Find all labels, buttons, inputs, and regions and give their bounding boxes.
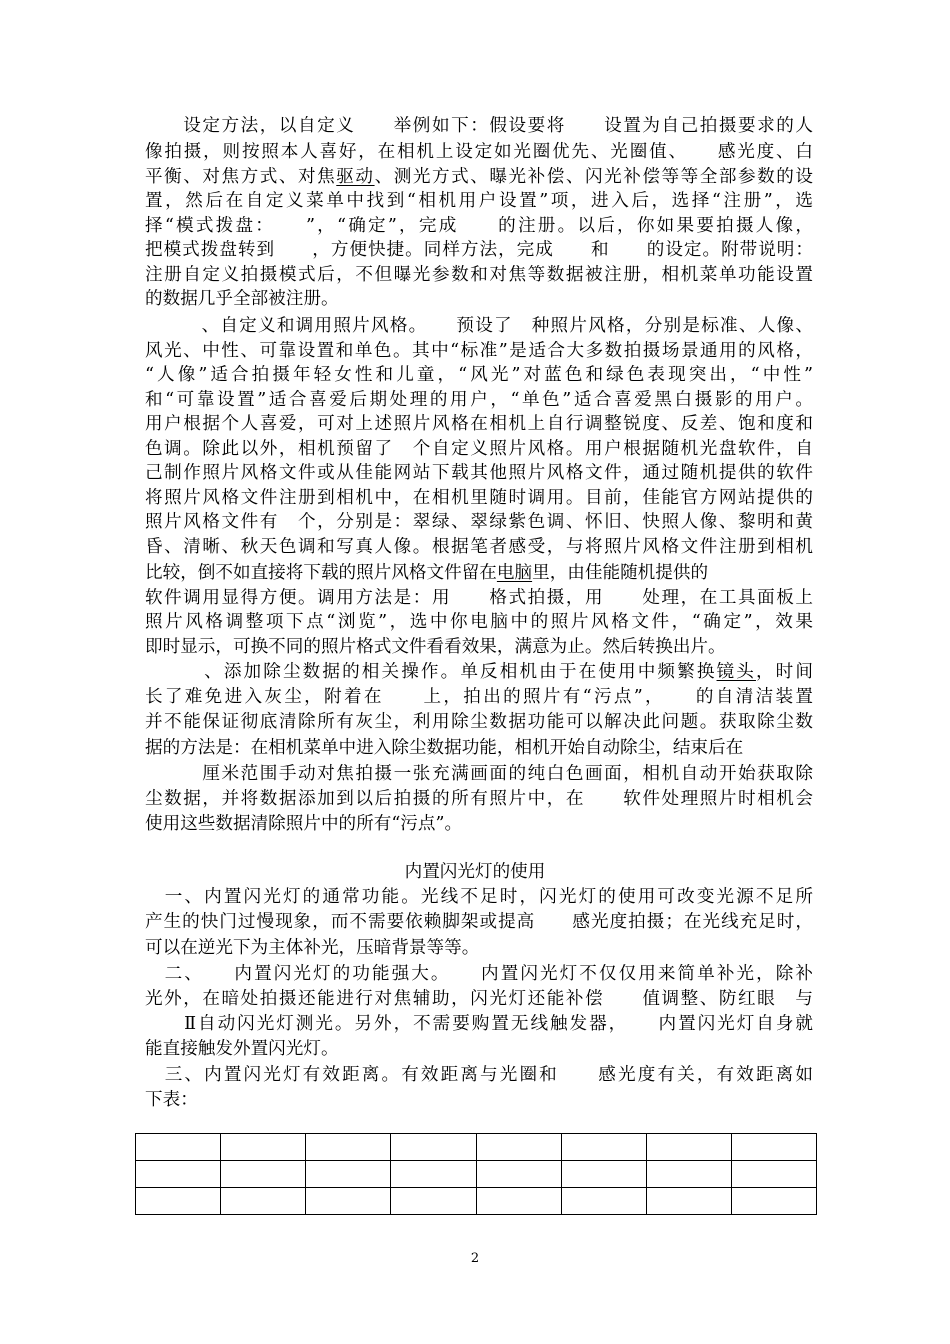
text-line — [145, 165, 813, 189]
table-cell — [221, 1161, 306, 1188]
text-line: 并不能保证彻底清除所有灰尘，利用除尘数据功能可以解决此问题。获取除尘数 — [145, 712, 813, 732]
text-fragment: 、添加除尘数据的相关操作。单反相机由于在使用中频繁换 — [145, 662, 717, 682]
table-cell — [221, 1188, 306, 1215]
table-cell — [306, 1134, 391, 1161]
text-line: 软件调用显得方便。调用方法是：用 格式拍摄，用 处理，在工具面板上 — [145, 588, 813, 608]
table-cell — [731, 1161, 816, 1188]
table-row — [136, 1188, 817, 1215]
table-cell — [221, 1134, 306, 1161]
table-cell — [646, 1161, 731, 1188]
text-line: 用户根据个人喜爱，可对上述照片风格在相机上自行调整锐度、反差、饱和度和 — [145, 414, 813, 434]
text-line: 使用这些数据清除照片中的所有“污点”。 — [145, 814, 463, 834]
text-line: 己制作照片风格文件或从佳能网站下载其他照片风格文件，通过随机提供的软件 — [145, 463, 813, 483]
text-line: 像拍摄，则按照本人喜好，在相机上设定如光圈优先、光圈值、 感光度、白 — [145, 142, 813, 162]
text-line: 可以在逆光下为主体补光，压暗背景等等。 — [145, 938, 480, 958]
text-line: 注册自定义拍摄模式后，不但曝光参数和对焦等数据被注册，相机菜单功能设置 — [145, 265, 813, 285]
text-line: 置，然后在自定义菜单中找到“相机用户设置”项，进入后，选择“注册”，选 — [145, 191, 813, 211]
distance-table — [135, 1133, 817, 1215]
underlined-word: 镜头 — [716, 662, 756, 682]
table-cell — [561, 1161, 646, 1188]
text-line: 一、内置闪光灯的通常功能。光线不足时，闪光灯的使用可改变光源不足所 — [145, 887, 813, 907]
table-cell — [561, 1188, 646, 1215]
text-line: 设定方法，以自定义 举例如下：假设要将 设置为自己拍摄要求的人 — [145, 116, 813, 136]
table-row — [136, 1161, 817, 1188]
text-fragment: 里，由佳能随机提供的 — [532, 563, 709, 583]
text-line — [145, 561, 813, 585]
table-cell — [561, 1134, 646, 1161]
text-line: 昏、清晰、秋天色调和写真人像。根据笔者感受，与将照片风格文件注册到相机 — [145, 537, 813, 557]
table-cell — [306, 1161, 391, 1188]
text-line: 将照片风格文件注册到相机中，在相机里随时调用。目前，佳能官方网站提供的 — [145, 488, 813, 508]
text-line: 把模式拨盘转到 ，方便快捷。同样方法，完成 和 的设定。附带说明： — [145, 240, 813, 260]
text-line: 择“模式拨盘： ”，“确定”，完成 的注册。以后，你如果要拍摄人像， — [145, 216, 813, 236]
page-number: 2 — [470, 1251, 480, 1266]
table-row — [136, 1134, 817, 1161]
text-line: 即时显示，可换不同的照片格式文件看看效果，满意为止。然后转换出片。 — [145, 637, 726, 657]
table-cell — [731, 1134, 816, 1161]
text-line: 尘数据，并将数据添加到以后拍摄的所有照片中，在 软件处理照片时相机会 — [145, 789, 813, 809]
table-cell — [136, 1188, 221, 1215]
text-fragment: ，时间 — [755, 662, 813, 682]
table-cell — [646, 1134, 731, 1161]
text-line: 三、内置闪光灯有效距离。有效距离与光圈和 感光度有关，有效距离如 — [145, 1065, 813, 1085]
text-line: 产生的快门过慢现象，而不需要依赖脚架或提高 感光度拍摄；在光线充足时， — [145, 912, 813, 932]
text-line: 照片风格文件有 个，分别是：翠绿、翠绿紫色调、怀旧、快照人像、黎明和黄 — [145, 512, 813, 532]
table-cell — [391, 1188, 476, 1215]
text-fragment: 比较，倒不如直接将下载的照片风格文件留在 — [145, 563, 497, 583]
text-line: 厘米范围手动对焦拍摄一张充满画面的纯白色画面，相机自动开始获取除 — [145, 764, 813, 784]
table-cell — [476, 1161, 561, 1188]
underlined-word: 电脑 — [496, 563, 533, 583]
text-line: Ⅱ自动闪光灯测光。另外，不需要购置无线触发器， 内置闪光灯自身就 — [145, 1014, 813, 1034]
text-line: 光外，在暗处拍摄还能进行对焦辅助，闪光灯还能补偿 值调整、防红眼 与 — [145, 989, 813, 1009]
text-line: 、自定义和调用照片风格。 预设了 种照片风格，分别是标准、人像、 — [145, 316, 813, 336]
text-line: 能直接触发外置闪光灯。 — [145, 1039, 339, 1059]
text-line: 色调。除此以外，相机预留了 个自定义照片风格。用户根据随机光盘软件，自 — [145, 439, 813, 459]
table-cell — [391, 1161, 476, 1188]
text-line: “人像”适合拍摄年轻女性和儿童，“风光”对蓝色和绿色表现突出，“中性” — [145, 365, 813, 385]
table-cell — [136, 1161, 221, 1188]
text-line: 照片风格调整项下点“浏览”，选中你电脑中的照片风格文件，“确定”，效果 — [145, 612, 813, 632]
text-line: 风光、中性、可靠设置和单色。其中“标准”是适合大多数拍摄场景通用的风格， — [145, 341, 813, 361]
text-line: 长了难免进入灰尘，附着在 上，拍出的照片有“污点”， 的自清洁装置 — [145, 687, 813, 707]
table-cell — [646, 1188, 731, 1215]
text-line: 和“可靠设置”适合喜爱后期处理的用户，“单色”适合喜爱黑白摄影的用户。 — [145, 390, 813, 410]
section-heading: 内置闪光灯的使用 — [404, 862, 546, 882]
text-line — [145, 660, 813, 684]
text-line: 二、 内置闪光灯的功能强大。 内置闪光灯不仅仅用来简单补光，除补 — [145, 964, 813, 984]
text-fragment: 平衡、对焦方式、对焦 — [145, 167, 337, 187]
text-line: 的数据几乎全部被注册。 — [145, 289, 339, 309]
table-cell — [391, 1134, 476, 1161]
table-cell — [731, 1188, 816, 1215]
table-cell — [306, 1188, 391, 1215]
table-cell — [136, 1134, 221, 1161]
table-cell — [476, 1188, 561, 1215]
underlined-word: 驱动 — [336, 167, 375, 187]
text-line: 据的方法是：在相机菜单中进入除尘数据功能，相机开始自动除尘，结束后在 — [145, 738, 744, 758]
table-cell — [476, 1134, 561, 1161]
text-line: 下表： — [145, 1090, 198, 1110]
text-fragment: 、测光方式、曝光补偿、闪光补偿等等全部参数的设 — [374, 167, 813, 187]
